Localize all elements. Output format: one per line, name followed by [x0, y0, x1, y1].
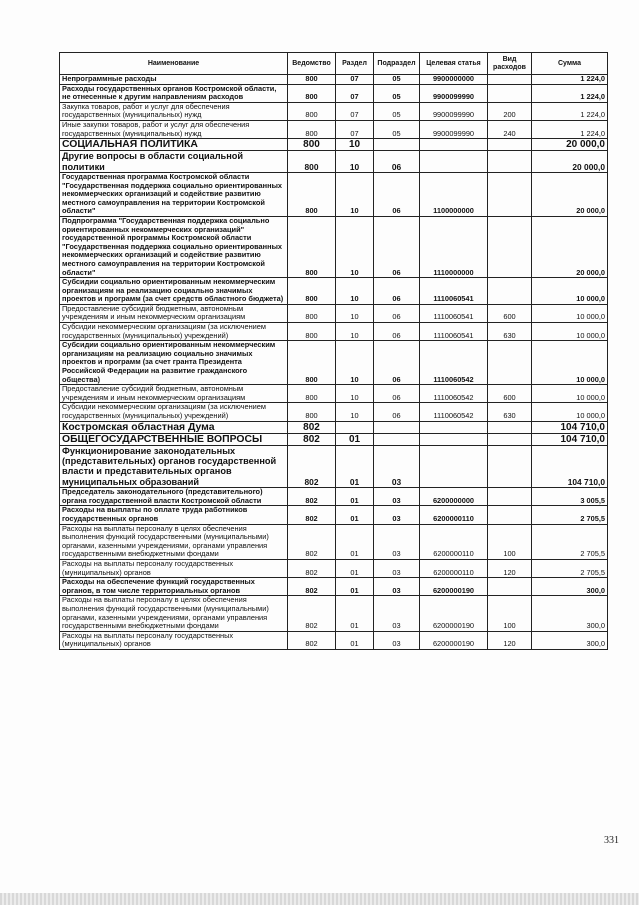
cell-exp-type: 240	[488, 120, 532, 138]
cell-subsection: 05	[374, 84, 420, 102]
cell-name: Расходы на выплаты персоналу государственных (муниципальных) органов	[60, 559, 288, 577]
cell-amount: 104 710,0	[532, 433, 608, 445]
cell-target	[420, 445, 488, 488]
table-row	[60, 304, 608, 322]
cell-name: СОЦИАЛЬНАЯ ПОЛИТИКА	[60, 139, 288, 151]
cell-dept: 802	[288, 506, 336, 524]
cell-section: 07	[336, 75, 374, 85]
cell-amount: 1 224,0	[532, 120, 608, 138]
cell-dept: 800	[288, 216, 336, 277]
cell-dept: 802	[288, 445, 336, 488]
cell-subsection: 03	[374, 559, 420, 577]
cell-exp-type	[488, 578, 532, 596]
cell-section: 10	[336, 385, 374, 403]
cell-target	[420, 421, 488, 433]
cell-subsection: 06	[374, 216, 420, 277]
cell-target: 6200000000	[420, 488, 488, 506]
cell-amount: 3 005,5	[532, 488, 608, 506]
table-row	[60, 102, 608, 120]
cell-target	[420, 151, 488, 173]
cell-dept: 800	[288, 120, 336, 138]
table-row	[60, 120, 608, 138]
cell-dept: 802	[288, 631, 336, 649]
table-row	[60, 445, 608, 488]
cell-name: Субсидии социально ориентированным некоммерческим организациям на реализацию социально значимых проектов и программ (за счет гранта Президента Российской Федерации на развитие гражданского общества)	[60, 341, 288, 385]
cell-name: Государственная программа Костромской области "Государственная поддержка социально ориентированных некоммерческих организаций и содействие развитию местного самоуправления на территории Костромской области"	[60, 172, 288, 216]
cell-name: Подпрограмма "Государственная поддержка социально ориентированных некоммерческих организаций" государственной программы Костромской области "Государственная поддержка социально ориентированных некоммерческих организаций и содействие развитию местного самоуправления на территории Костромской области"	[60, 216, 288, 277]
cell-dept: 800	[288, 151, 336, 173]
cell-section: 07	[336, 84, 374, 102]
cell-dept: 800	[288, 139, 336, 151]
cell-subsection: 05	[374, 120, 420, 138]
cell-subsection: 03	[374, 488, 420, 506]
page-number: 331	[604, 835, 619, 846]
table-row	[60, 172, 608, 216]
cell-subsection: 06	[374, 304, 420, 322]
cell-dept: 802	[288, 559, 336, 577]
cell-section: 01	[336, 559, 374, 577]
cell-exp-type: 630	[488, 403, 532, 421]
cell-section: 07	[336, 120, 374, 138]
cell-section: 01	[336, 524, 374, 559]
cell-dept: 800	[288, 84, 336, 102]
cell-dept: 800	[288, 172, 336, 216]
cell-name: Закупка товаров, работ и услуг для обеспечения государственных (муниципальных) нужд	[60, 102, 288, 120]
cell-subsection	[374, 139, 420, 151]
cell-name: Расходы на обеспечение функций государственных органов, в том числе территориальных органов	[60, 578, 288, 596]
cell-section: 10	[336, 278, 374, 305]
cell-section: 01	[336, 578, 374, 596]
cell-name: Предоставление субсидий бюджетным, автономным учреждениям и иным некоммерческим организациям	[60, 385, 288, 403]
cell-amount: 20 000,0	[532, 216, 608, 277]
cell-exp-type: 600	[488, 385, 532, 403]
cell-dept: 802	[288, 578, 336, 596]
cell-amount: 10 000,0	[532, 278, 608, 305]
cell-subsection: 03	[374, 578, 420, 596]
cell-name: Расходы на выплаты персоналу государственных (муниципальных) органов	[60, 631, 288, 649]
table-row	[60, 433, 608, 445]
cell-subsection: 06	[374, 151, 420, 173]
cell-section: 10	[336, 304, 374, 322]
cell-section: 10	[336, 323, 374, 341]
cell-target: 1110060541	[420, 323, 488, 341]
cell-amount: 1 224,0	[532, 102, 608, 120]
cell-dept: 800	[288, 341, 336, 385]
cell-section: 01	[336, 596, 374, 631]
cell-dept: 802	[288, 433, 336, 445]
table-row	[60, 524, 608, 559]
cell-subsection	[374, 421, 420, 433]
cell-exp-type	[488, 75, 532, 85]
cell-name: Непрограммные расходы	[60, 75, 288, 85]
cell-subsection: 06	[374, 341, 420, 385]
cell-amount: 104 710,0	[532, 421, 608, 433]
cell-subsection: 03	[374, 596, 420, 631]
cell-amount: 2 705,5	[532, 506, 608, 524]
cell-dept: 800	[288, 403, 336, 421]
cell-target: 9900099990	[420, 84, 488, 102]
cell-amount: 10 000,0	[532, 341, 608, 385]
cell-amount: 1 224,0	[532, 84, 608, 102]
cell-name: Костромская областная Дума	[60, 421, 288, 433]
header-name: Наименование	[60, 53, 288, 75]
cell-section: 10	[336, 403, 374, 421]
table-row	[60, 323, 608, 341]
cell-target: 1110000000	[420, 216, 488, 277]
cell-exp-type	[488, 139, 532, 151]
cell-section: 10	[336, 216, 374, 277]
cell-amount: 10 000,0	[532, 385, 608, 403]
cell-target: 6200000190	[420, 578, 488, 596]
cell-name: Расходы на выплаты по оплате труда работников государственных органов	[60, 506, 288, 524]
cell-dept: 800	[288, 75, 336, 85]
cell-exp-type: 120	[488, 559, 532, 577]
cell-amount: 10 000,0	[532, 304, 608, 322]
cell-dept: 800	[288, 304, 336, 322]
cell-section: 10	[336, 172, 374, 216]
cell-name: Расходы на выплаты персоналу в целях обеспечения выполнения функций государственными (муниципальными) органами, казенными учреждениями, органами управления государственными внебюджетными фондами	[60, 524, 288, 559]
cell-target: 6200000110	[420, 524, 488, 559]
cell-name: Субсидии некоммерческим организациям (за исключением государственных (муниципальных) учреждений)	[60, 403, 288, 421]
cell-name: ОБЩЕГОСУДАРСТВЕННЫЕ ВОПРОСЫ	[60, 433, 288, 445]
cell-subsection: 05	[374, 75, 420, 85]
cell-target: 9900099990	[420, 102, 488, 120]
cell-subsection: 03	[374, 524, 420, 559]
cell-amount: 20 000,0	[532, 172, 608, 216]
cell-exp-type	[488, 445, 532, 488]
cell-section: 07	[336, 102, 374, 120]
cell-exp-type	[488, 341, 532, 385]
cell-exp-type	[488, 172, 532, 216]
cell-exp-type	[488, 278, 532, 305]
cell-exp-type: 630	[488, 323, 532, 341]
cell-exp-type	[488, 216, 532, 277]
table-row	[60, 151, 608, 173]
header-dept: Ведомство	[288, 53, 336, 75]
cell-subsection: 05	[374, 102, 420, 120]
cell-name: Субсидии некоммерческим организациям (за исключением государственных (муниципальных) учреждений)	[60, 323, 288, 341]
cell-name: Функционирование законодательных (представительных) органов государственной власти и представительных органов муниципальных образований	[60, 445, 288, 488]
table-row	[60, 559, 608, 577]
cell-subsection: 03	[374, 631, 420, 649]
cell-amount: 300,0	[532, 578, 608, 596]
table-row	[60, 385, 608, 403]
cell-section: 01	[336, 445, 374, 488]
cell-section	[336, 421, 374, 433]
cell-exp-type	[488, 151, 532, 173]
cell-amount: 104 710,0	[532, 445, 608, 488]
cell-dept: 802	[288, 488, 336, 506]
cell-amount: 1 224,0	[532, 75, 608, 85]
cell-section: 10	[336, 151, 374, 173]
cell-target: 9900000000	[420, 75, 488, 85]
cell-amount: 20 000,0	[532, 151, 608, 173]
cell-subsection: 06	[374, 278, 420, 305]
table-row	[60, 216, 608, 277]
cell-amount: 300,0	[532, 596, 608, 631]
cell-amount: 10 000,0	[532, 403, 608, 421]
table-row	[60, 578, 608, 596]
table-row	[60, 421, 608, 433]
cell-target: 6200000110	[420, 559, 488, 577]
cell-target: 1110060542	[420, 403, 488, 421]
cell-amount: 2 705,5	[532, 559, 608, 577]
cell-name: Иные закупки товаров, работ и услуг для обеспечения государственных (муниципальных) нужд	[60, 120, 288, 138]
cell-dept: 800	[288, 323, 336, 341]
cell-dept: 802	[288, 596, 336, 631]
cell-amount: 20 000,0	[532, 139, 608, 151]
cell-target: 6200000110	[420, 506, 488, 524]
table-row	[60, 341, 608, 385]
header-section: Раздел	[336, 53, 374, 75]
cell-subsection: 06	[374, 403, 420, 421]
cell-exp-type	[488, 421, 532, 433]
cell-name: Расходы на выплаты персоналу в целях обеспечения выполнения функций государственными (муниципальными) органами, казенными учреждениями, органами управления государственными внебюджетными фондами	[60, 596, 288, 631]
cell-amount: 300,0	[532, 631, 608, 649]
scan-edge	[0, 893, 639, 905]
cell-subsection: 06	[374, 385, 420, 403]
cell-exp-type: 600	[488, 304, 532, 322]
cell-section: 01	[336, 506, 374, 524]
table-row	[60, 596, 608, 631]
cell-name: Расходы государственных органов Костромской области, не отнесенные к другим направлениям расходов	[60, 84, 288, 102]
cell-section: 01	[336, 433, 374, 445]
cell-target: 6200000190	[420, 631, 488, 649]
cell-amount: 10 000,0	[532, 323, 608, 341]
cell-target: 1110060542	[420, 341, 488, 385]
cell-name: Субсидии социально ориентированным некоммерческим организациям на реализацию социально значимых проектов и программ (за счет средств областного бюджета)	[60, 278, 288, 305]
cell-exp-type: 100	[488, 596, 532, 631]
cell-name: Председатель законодательного (представительного) органа государственной власти Костромской области	[60, 488, 288, 506]
cell-target	[420, 139, 488, 151]
cell-amount: 2 705,5	[532, 524, 608, 559]
cell-exp-type	[488, 506, 532, 524]
cell-name: Другие вопросы в области социальной политики	[60, 151, 288, 173]
table-row	[60, 278, 608, 305]
cell-exp-type: 200	[488, 102, 532, 120]
cell-subsection: 06	[374, 323, 420, 341]
cell-section: 10	[336, 139, 374, 151]
cell-section: 10	[336, 341, 374, 385]
cell-dept: 802	[288, 524, 336, 559]
table-row	[60, 506, 608, 524]
cell-target: 1110060541	[420, 278, 488, 305]
header-subsection: Подраздел	[374, 53, 420, 75]
table-row	[60, 84, 608, 102]
cell-exp-type: 100	[488, 524, 532, 559]
cell-subsection: 03	[374, 506, 420, 524]
cell-dept: 802	[288, 421, 336, 433]
table-row	[60, 488, 608, 506]
header-amount: Сумма	[532, 53, 608, 75]
cell-target: 6200000190	[420, 596, 488, 631]
table-row	[60, 403, 608, 421]
cell-target	[420, 433, 488, 445]
cell-dept: 800	[288, 102, 336, 120]
cell-exp-type	[488, 84, 532, 102]
cell-exp-type	[488, 433, 532, 445]
cell-section: 01	[336, 488, 374, 506]
cell-target: 1110060542	[420, 385, 488, 403]
table-row	[60, 75, 608, 85]
budget-table	[59, 52, 608, 650]
table-row	[60, 631, 608, 649]
cell-target: 9900099990	[420, 120, 488, 138]
cell-subsection: 06	[374, 172, 420, 216]
cell-subsection: 03	[374, 445, 420, 488]
cell-dept: 800	[288, 278, 336, 305]
cell-exp-type: 120	[488, 631, 532, 649]
header-exp-type: Вид расходов	[488, 53, 532, 75]
cell-name: Предоставление субсидий бюджетным, автономным учреждениям и иным некоммерческим организациям	[60, 304, 288, 322]
cell-target: 1100000000	[420, 172, 488, 216]
table-row	[60, 139, 608, 151]
cell-subsection	[374, 433, 420, 445]
header-target: Целевая статья	[420, 53, 488, 75]
cell-dept: 800	[288, 385, 336, 403]
cell-section: 01	[336, 631, 374, 649]
table-header-row	[60, 53, 608, 75]
cell-target: 1110060541	[420, 304, 488, 322]
cell-exp-type	[488, 488, 532, 506]
